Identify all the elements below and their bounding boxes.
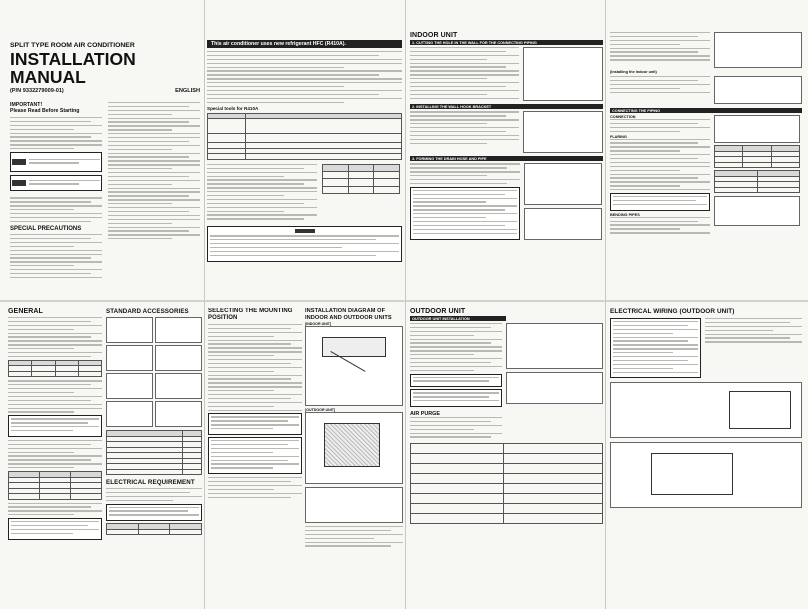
- accessories-panel: [106, 308, 202, 603]
- flaring-heading: FLARING: [610, 134, 627, 139]
- breaker-table: [106, 523, 202, 535]
- indoor-unit-heading: INDOOR UNIT: [410, 32, 458, 39]
- electrical-requirement-heading: ELECTRICAL REQUIREMENT: [106, 479, 195, 486]
- flare-nut-figure: [714, 115, 800, 143]
- warning-box: [410, 374, 502, 388]
- flare-tool-figure: [714, 196, 800, 226]
- drain-cap-figure: [524, 208, 602, 240]
- refrigerant-banner: This air conditioner uses new refrigerant HFC (R410A).: [207, 40, 402, 48]
- outdoor-base-figure: [506, 372, 603, 404]
- section-3-heading: 3. FORMING THE DRAIN HOSE AND PIPE: [410, 156, 603, 161]
- outdoor-clearance-figure: [506, 323, 603, 369]
- manual-title: INSTALLATION MANUAL: [10, 49, 136, 87]
- warning-box: [8, 518, 102, 540]
- fold-line: [605, 0, 606, 609]
- wiring-diagram-figure: [610, 382, 802, 438]
- warning-box: [10, 152, 102, 172]
- standard-accessories-heading: STANDARD ACCESSORIES: [106, 308, 189, 315]
- caution-box: [410, 389, 502, 407]
- thickness-table: [322, 164, 400, 194]
- position-panel: [208, 308, 302, 603]
- bending-pipes-heading: BENDING PIPES: [610, 212, 640, 217]
- caution-icon: [12, 180, 26, 186]
- language-label: ENGLISH: [175, 88, 200, 94]
- outdoor-terminal-drawing: [651, 453, 733, 495]
- warning-box: [208, 413, 302, 435]
- pipe-table: [8, 360, 102, 378]
- pipe-routing-figure: [305, 487, 403, 523]
- drain-hose-figure: [524, 163, 602, 205]
- wall-bracket-figure: [523, 111, 603, 153]
- caution-box: [208, 437, 302, 474]
- fold-line: [204, 0, 205, 609]
- installation-diagram-heading: INSTALLATION DIAGRAM OF INDOOR AND OUTDOOR UNITS: [305, 308, 392, 321]
- warning-icon: [295, 229, 315, 233]
- accessory-grid: [106, 317, 202, 427]
- purge-steps-table: [410, 443, 603, 524]
- indoor-panel-1: [410, 32, 603, 296]
- range-table: [8, 471, 102, 500]
- warning-box: [106, 504, 202, 522]
- caution-box: [410, 187, 520, 240]
- outdoor-unit-heading: OUTDOOR UNIT: [410, 308, 466, 315]
- terminal-block: [729, 391, 791, 429]
- diagram-panel: [305, 308, 403, 603]
- wiring-panel: [610, 308, 802, 603]
- torque-table: [714, 145, 800, 168]
- selecting-position-heading: SELECTING THE MOUNTING POSITION: [208, 308, 293, 321]
- indoor-hanging-figure: [714, 32, 802, 68]
- indoor-panel-2: [610, 32, 802, 296]
- electrical-wiring-heading: ELECTRICAL WIRING (OUTDOOR UNIT): [610, 308, 735, 315]
- refrigerant-panel: [207, 40, 402, 296]
- model-line: SPLIT TYPE ROOM AIR CONDITIONER: [10, 42, 135, 49]
- general-heading: GENERAL: [8, 308, 43, 315]
- outdoor-diagram-figure: [305, 412, 403, 484]
- indoor-diagram-figure: [305, 326, 403, 406]
- warning-box: [610, 318, 701, 378]
- installing-indoor-heading: (Installing the indoor unit): [610, 70, 657, 74]
- body-text: [10, 117, 102, 149]
- parts-table: [106, 430, 202, 475]
- flare-table: [714, 170, 800, 193]
- fold-line: [0, 300, 808, 302]
- special-tools-heading: Special tools for R410A: [207, 105, 259, 111]
- fold-line: [405, 0, 406, 609]
- outdoor-unit-label: [OUTDOOR UNIT]: [305, 408, 336, 412]
- connection-heading: CONNECTION: [610, 115, 636, 119]
- air-purge-heading: AIR PURGE: [410, 411, 440, 418]
- tools-table: [207, 113, 402, 160]
- indoor-mount-figure: [714, 76, 802, 104]
- caution-box: [610, 193, 710, 211]
- outdoor-installation-heading: OUTDOOR UNIT INSTALLATION: [410, 316, 506, 321]
- read-before-heading: Please Read Before Starting: [10, 108, 80, 114]
- caution-box: [8, 415, 102, 437]
- section-2-heading: 2. INSTALLING THE WALL HOOK BRACKET: [410, 104, 603, 109]
- cable-connection-figure: [610, 442, 802, 508]
- wall-hole-figure: [523, 47, 603, 101]
- important-heading: IMPORTANT!: [10, 102, 43, 108]
- indoor-unit-drawing: [322, 337, 386, 357]
- warning-box: [207, 226, 402, 261]
- section-1-heading: 1. CUTTING THE HOLE IN THE WALL FOR THE CONNECTING PIPING: [410, 40, 603, 45]
- connecting-piping-heading: CONNECTING THE PIPING: [610, 108, 802, 113]
- cover-panel: [10, 20, 200, 296]
- general-panel: [8, 308, 102, 603]
- special-precautions-heading: SPECIAL PRECAUTIONS: [10, 226, 82, 233]
- outdoor-unit-drawing: [324, 423, 380, 467]
- warning-icon: [12, 159, 26, 165]
- indoor-unit-label: [INDOOR UNIT]: [305, 322, 332, 326]
- part-number: (P/N 9332279009-01): [10, 88, 64, 94]
- body-text: [108, 102, 200, 239]
- outdoor-panel: [410, 308, 603, 603]
- caution-box: [10, 175, 102, 191]
